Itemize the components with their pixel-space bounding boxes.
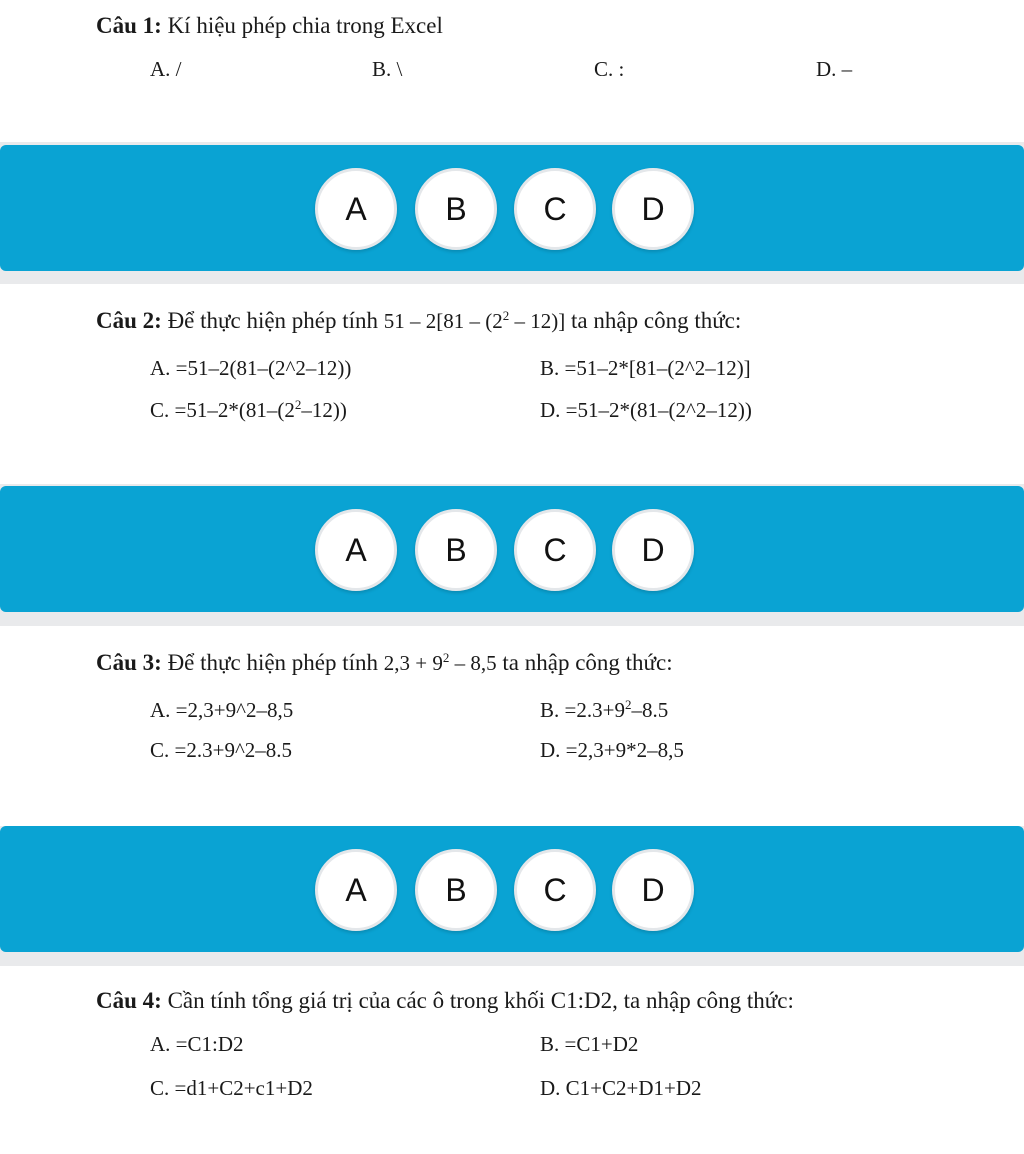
q2-expr-exponent: 2 [502, 308, 510, 323]
question-1-card [0, 0, 1024, 142]
q1-option-a: A. / [150, 57, 182, 81]
question-3-label: Câu 3: [96, 650, 162, 675]
answer-1-button-a[interactable]: A [315, 168, 397, 250]
q2-option-c-post: –12)) [301, 398, 347, 422]
answer-2-button-a[interactable]: A [315, 509, 397, 591]
q4-option-c: C. =d1+C2+c1+D2 [150, 1076, 313, 1100]
q2-expr-part-a: 51 – 2[81 – (2 [383, 309, 503, 333]
answer-3-button-d[interactable]: D [612, 849, 694, 931]
q1-option-d: D. – [816, 57, 853, 81]
q3-option-c: C. =2.3+9^2–8.5 [150, 738, 293, 762]
q3-option-b-exponent: 2 [624, 697, 632, 712]
q2-option-c-exponent: 2 [294, 397, 302, 412]
question-1-prompt: Kí hiệu phép chia trong Excel [167, 13, 443, 38]
q3-option-a: A. =2,3+9^2–8,5 [150, 698, 294, 722]
q4-option-a: A. =C1:D2 [150, 1032, 244, 1056]
answer-1-button-c[interactable]: C [514, 168, 596, 250]
question-4-card [0, 966, 1024, 1154]
question-3-prompt: Để thực hiện phép tính [167, 650, 379, 675]
q3-option-d: D. =2,3+9*2–8,5 [540, 738, 684, 762]
q3-expr-exponent: 2 [442, 650, 450, 665]
q3-option-b-pre: B. =2.3+9 [540, 698, 625, 722]
q2-expr-part-b: – 12)] [509, 309, 566, 333]
question-2-suffix: ta nhập công thức: [571, 308, 742, 333]
question-3-text [96, 650, 673, 676]
question-2-label: Câu 2: [96, 308, 162, 333]
q3-option-b-post: –8.5 [631, 698, 669, 722]
q3-option-b [540, 698, 668, 723]
question-4-label: Câu 4: [96, 988, 162, 1013]
question-4-text [96, 988, 794, 1014]
question-2-expression [384, 309, 566, 333]
question-2-text [96, 308, 741, 334]
q4-option-d: D. C1+C2+D1+D2 [540, 1076, 702, 1100]
q1-option-c: C. : [594, 57, 625, 81]
question-3-card [0, 626, 1024, 826]
q2-option-b: B. =51–2*[81–(2^2–12)] [540, 356, 751, 380]
question-3-expression [384, 651, 497, 675]
answer-band-3 [0, 826, 1024, 952]
q1-option-b: B. \ [372, 57, 403, 81]
question-1-label: Câu 1: [96, 13, 162, 38]
answer-3-button-b[interactable]: B [415, 849, 497, 931]
answer-2-button-d[interactable]: D [612, 509, 694, 591]
answer-band-2 [0, 486, 1024, 612]
answer-3-button-a[interactable]: A [315, 849, 397, 931]
question-3-suffix: ta nhập công thức: [502, 650, 673, 675]
q3-expr-part-a: 2,3 + 9 [383, 651, 443, 675]
answer-3-button-c[interactable]: C [514, 849, 596, 931]
answer-1-button-d[interactable]: D [612, 168, 694, 250]
q4-option-b: B. =C1+D2 [540, 1032, 639, 1056]
q2-option-c-pre: C. =51–2*(81–(2 [150, 398, 295, 422]
q2-option-a: A. =51–2(81–(2^2–12)) [150, 356, 352, 380]
q3-expr-part-b: – 8,5 [449, 651, 497, 675]
q2-option-d: D. =51–2*(81–(2^2–12)) [540, 398, 752, 422]
question-2-prompt: Để thực hiện phép tính [167, 308, 379, 333]
answer-band-1 [0, 145, 1024, 271]
answer-1-button-b[interactable]: B [415, 168, 497, 250]
question-1-text [96, 13, 443, 39]
answer-2-button-c[interactable]: C [514, 509, 596, 591]
question-4-prompt: Cần tính tổng giá trị của các ô trong khối C1:D2, ta nhập công thức: [167, 988, 794, 1013]
question-2-card [0, 284, 1024, 484]
q2-option-c [150, 398, 347, 423]
answer-2-button-b[interactable]: B [415, 509, 497, 591]
